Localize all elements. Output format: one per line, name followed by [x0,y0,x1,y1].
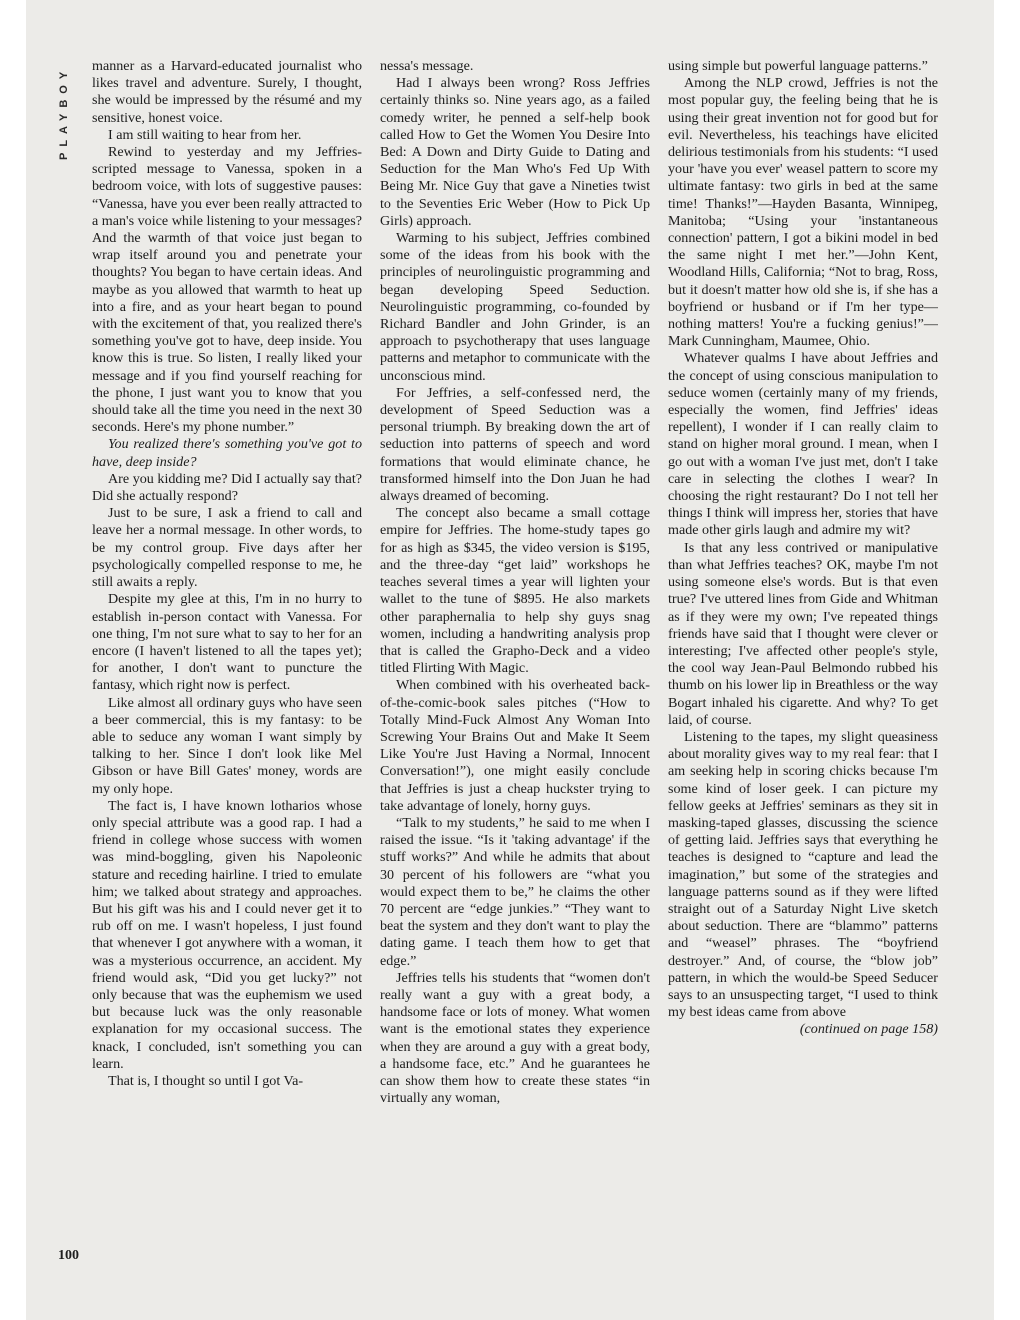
paragraph: That is, I thought so until I got Va- [108,1072,304,1089]
paragraph: The concept also became a small cottage empire for Jeffries. The home-study tapes go for as high as $345, the video version is $195, and the three-day “get laid” workshops he teaches several times a year will lighten your wallet to the tune of $895. He also markets other paraphernalia to help shy guys snag women, including a handwriting analysis prop that is called the Grapho-Deck and a video titled Flirting With Magic. [380,505,650,677]
paragraph: Is that any less contrived or manipulative than what Jeffries teaches? OK, maybe I'm not using someone else's words. But is that even true? I've uttered lines from Gide and Whitman as if they were my own; I've repeated things friends have said that I thought were clever or interesting; I've affected other people's style, the cool way Jean-Paul Belmondo rubbed his thumb on his lower lip in Breathless or the way Bogart inhaled his cigarette. And why? To get laid, of course. [668,539,938,728]
paragraph: “Talk to my students,” he said to me when I raised the issue. “Is it 'taking advantage' if the stuff works?” And while he admits that about 30 percent of his followers are “what you would expect them to be,” he claims the other 70 percent are “edge junkies.” “They want to beat the system and they don't want to play the dating game. I teach them how to get that edge.” [380,814,650,969]
paragraph: using simple but powerful language patterns.” [668,58,928,74]
paragraph: Rewind to yesterday and my Jeffries-scripted message to Vanessa, spoken in a bedroom voice, with lots of suggestive pauses: “Vanessa, have you ever been really attracted to a man's voice while listening to your messages? And the warmth of that voice just began to wrap itself around you and penetrate your thoughts? You began to have certain ideas. And maybe as you allowed that warmth to heat up into a fire, and as your heart began to pound with the excitement of that, you realized there's something you've got to have, deep inside. You know this is true. So listen, I really liked your message and if you find yourself reaching for the phone, I just want you to know that you should take all the time you need in the next 30 seconds. Here's my phone number.” [92,144,362,436]
italic-quote: You realized there's something you've got to have, deep inside? [92,436,362,470]
paragraph: Just to be sure, I ask a friend to call and leave her a normal message. In other words, to be my control group. Five days after her psychologically compelled response to me, he still awaits a reply. [92,505,362,591]
paragraph: nessa's message. [380,58,474,74]
text-column-2 [380,58,650,1268]
paragraph: Jeffries tells his students that “women don't really want a guy with a great body, a handsome face or lots of money. What women want is the emotional states they experience when they are around a guy with a great body, a handsome face, etc.” And he guarantees he can show them how to create these states “in virtually any woman, [380,969,650,1107]
paragraph: manner as a Harvard-educated journalist who likes travel and adventure. Surely, I thought, she would be impressed by the résumé and my sensitive, honest voice. [92,58,362,126]
text-column-1 [92,58,362,1268]
page-number: 100 [58,1248,79,1263]
paragraph: Among the NLP crowd, Jeffries is not the most popular guy, the feeling being that he is using their great invention not for good but for evil. Nevertheless, his teachings have elicited delirious testimonials from his students: “I used your 'have you ever' weasel pattern to score my ultimate fantasy: two girls in bed at the same time! Thanks!”—Hayden Basanta, Winnipeg, Manitoba; “Using your 'instantaneous connection' pattern, I got a bikini model in bed the same night I met her.”—John Kent, Woodland Hills, California; “Not to brag, Ross, but it doesn't matter how old she is, if she has a boyfriend or husband or if I'm her type—nothing matters! You're a fucking genius!”—Mark Cunningham, Maumee, Ohio. [668,75,938,350]
continued-on-page: (continued on page 158) [799,1021,938,1038]
paragraph-italic [92,436,362,470]
paragraph: Like almost all ordinary guys who have seen a beer commercial, this is my fantasy: to be able to seduce any woman I want simply by talking to her. Since I don't look like Mel Gibson or have Bill Gates' money, words are my only hope. [92,694,362,797]
paragraph: Listening to the tapes, my slight queasiness about morality gives way to my real fear: that I am seeking help in scoring chicks because I'm some kind of loser geek. I can picture my fellow geeks at Jeffries' seminars as they sit in masking-taped glasses, discussing the science of getting laid. Jeffries says that everything he teaches is designed to “capture and lead the imagination,” but some of the strategies and language patterns sound as if they were lifted straight out of a Saturday Night Live sketch about seduction. There are “blammo” patterns and “weasel” phrases. The “boyfriend destroyer.” And, of course, the “blow job” pattern, in which the would-be Speed Seducer says to an unsuspecting target, “I used to think my best ideas came from above [668,728,938,1021]
continuation-note [668,1021,938,1038]
paragraph: For Jeffries, a self-confessed nerd, the development of Speed Seduction was a personal triumph. By breaking down the art of seduction into patterns of speech and word formations that would eliminate chance, he transformed himself into the Don Juan he had always dreamed of becoming. [380,384,650,505]
paragraph: Whatever qualms I have about Jeffries and the concept of using conscious manipulation to seduce women (certainly many of my friends, especially the women, find Jeffries' ideas repellent), I wonder if I can really claim to stand on higher moral ground. I mean, when I go out with a woman I've just met, don't I take care in selecting the clothes I wear? In choosing the right restaurant? Do I not tell her things I think will impress her, stories that have made other girls laugh and admire my wit? [668,350,938,539]
paragraph: Despite my glee at this, I'm in no hurry to establish in-person contact with Vanessa. For one thing, I'm not sure what to say to her for an encore (I haven't listened to all the tapes yet); for another, I don't want to puncture the fantasy, which right now is perfect. [92,591,362,694]
paragraph: Had I always been wrong? Ross Jeffries certainly thinks so. Nine years ago, as a failed comedy writer, he penned a self-help book called How to Get the Women You Desire Into Bed: A Down and Dirty Guide to Dating and Seduction for the Man Who's Fed Up With Being Mr. Nice Guy that gave a Nineties twist to the Seventies Eric Weber (How to Pick Up Girls) approach. [380,75,650,229]
paragraph: The fact is, I have known lotharios whose only special attribute was a good rap. I had a friend in college whose success with women was mind-boggling, given his Napoleonic stature and receding hairline. I tried to emulate him; we talked about strategy and approaches. But his gift was his and I could never get it to rub off on me. I wasn't hopeless, I just found that whenever I got anywhere with a woman, it was a mysterious occurrence, an accident. My friend would ask, “Did you get lucky?” not only because that was the euphemism we used but because luck was the only reasonable explanation for my occasional success. The knack, I concluded, isn't something you can learn. [92,797,362,1072]
paragraph: Are you kidding me? Did I actually say that? Did she actually respond? [92,470,362,505]
paragraph: I am still waiting to hear from her. [108,126,302,143]
paragraph: Warming to his subject, Jeffries combined some of the ideas from his book with the principles of neurolinguistic programming and began developing Speed Seduction. Neurolinguistic programming, co-founded by Richard Bandler and John Grinder, is an approach to psychotherapy that uses language patterns and metaphor to communicate with the unconscious mind. [380,230,650,384]
magazine-name: PLAYBOY [58,65,70,160]
paragraph: When combined with his overheated back-of-the-comic-book sales pitches (“How to Totally Mind-Fuck Almost Any Woman Into Screwing Your Brains Out and Make It Seem Like You're Just Having a Normal, Innocent Conversation!”), one might easily conclude that Jeffries is just a cheap huckster trying to take advantage of lonely, horny guys. [380,677,650,814]
magazine-logo-vertical [56,60,78,200]
text-column-3 [668,58,938,1268]
